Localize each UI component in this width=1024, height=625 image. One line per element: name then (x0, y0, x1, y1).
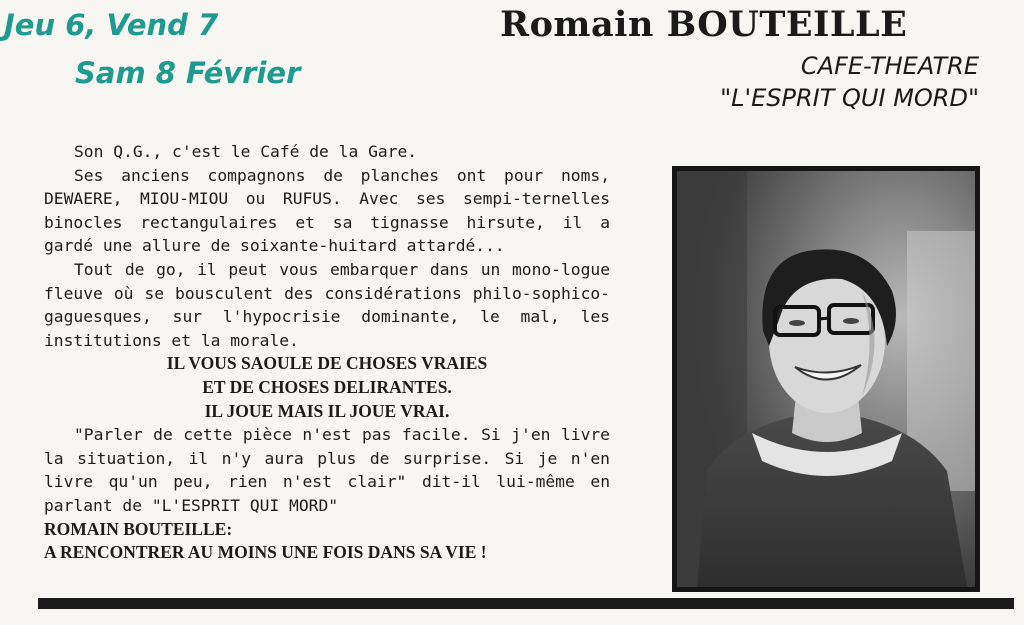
show-title: "L'ESPRIT QUI MORD" (720, 84, 979, 112)
bold-line-1: IL VOUS SAOULE DE CHOSES VRAIES (166, 353, 488, 374)
paragraph-3: Tout de go, il peut vous embarquer dans un mono-logue fleuve où se bousculent des considérations philo-sophico-gaguesques, sur l'hypocrisie dominante, le mal, les institutions et la morale. (44, 259, 610, 350)
performer-name: Romain BOUTEILLE (500, 4, 908, 45)
venue-label: CAFE-THEATRE (800, 52, 979, 80)
paragraph-4: "Parler de cette pièce n'est pas facile. Si j'en livre la situation, il n'y aura plus de surprise. Si je n'en livre qu'un peu, rien n'est clair" dit-il lui-même en parlant de "L'ESPRIT QUI MORD" (44, 425, 610, 515)
portrait-illustration (677, 171, 975, 587)
paragraph-1: Son Q.G., c'est le Café de la Gare. (74, 142, 418, 161)
date-line-2: Sam 8 Février (75, 56, 301, 90)
paragraph-2: Ses anciens compagnons de planches ont pour noms, DEWAERE, MIOU-MIOU ou RUFUS. Avec ses sempi-ternelles binocles rectangulaires et sa tignasse hirsute, il a gardé une allure de soixante-huitard attardé... (44, 165, 610, 256)
bottom-rule (38, 598, 1014, 609)
closing-line-1: ROMAIN BOUTEILLE: (44, 518, 233, 539)
bold-line-2: ET DE CHOSES DELIRANTES. (202, 376, 452, 397)
closing-line-2: A RENCONTRER AU MOINS UNE FOIS DANS SA VIE ! (44, 542, 487, 563)
bold-line-3: IL JOUE MAIS IL JOUE VRAI. (204, 400, 450, 421)
article-body (44, 140, 610, 565)
date-line-1: Jeu 6, Vend 7 (4, 8, 219, 42)
performer-photo (672, 166, 980, 592)
